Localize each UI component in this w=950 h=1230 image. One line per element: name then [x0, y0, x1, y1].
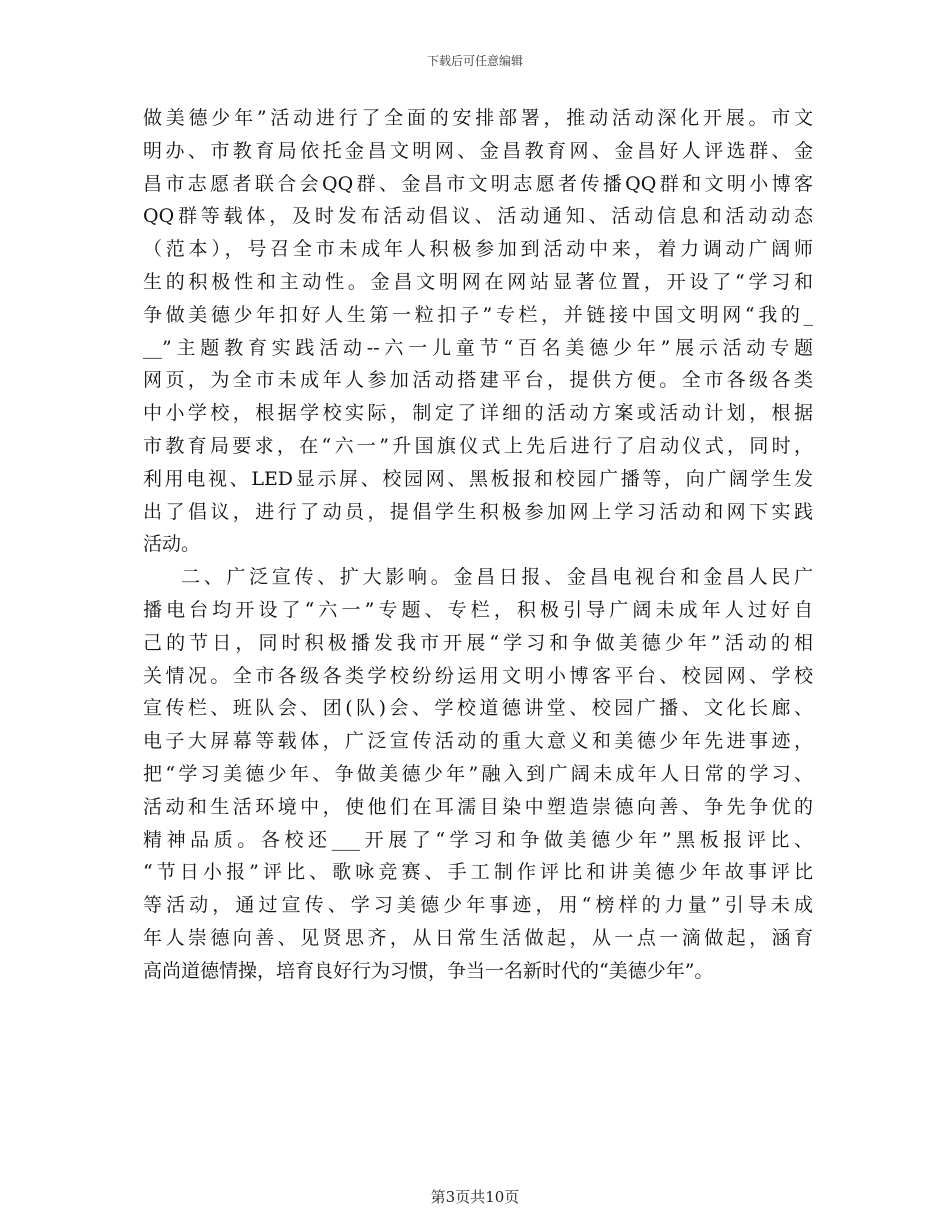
page-number-footer: 第3页共10页: [430, 1188, 520, 1206]
text-line: 精神品质。各校还___开展了“学习和争做美德少年”黑板报评比、: [143, 828, 813, 851]
text-line: QQ群等载体，及时发布活动倡议、活动通知、活动信息和活动动态: [143, 205, 813, 228]
text-line: 宣传栏、班队会、团(队)会、学校道德讲堂、校园广播、文化长廊、: [143, 697, 813, 720]
text-line: 关情况。全市各级各类学校纷纷运用文明小博客平台、校园网、学校: [143, 664, 813, 687]
text-line: 争做美德少年扣好人生第一粒扣子”专栏，并链接中国文明网“我的_: [143, 303, 813, 326]
page-header: 下载后可任意编辑: [426, 54, 523, 68]
text-line: 做美德少年”活动进行了全面的安排部署，推动活动深化开展。市文: [143, 107, 813, 129]
paragraph-p2: [143, 561, 813, 987]
text-line: 生的积极性和主动性。金昌文明网在网站显著位置，开设了“学习和: [143, 270, 813, 293]
text-line: （范本），号召全市未成年人积极参加到活动中来，着力调动广阔师: [143, 238, 813, 261]
text-line: 昌市志愿者联合会QQ群、金昌市文明志愿者传播QQ群和文明小博客: [143, 172, 813, 195]
text-line: 出了倡议，进行了动员，提倡学生积极参加网上学习活动和网下实践: [143, 500, 813, 523]
text-line: 播电台均开设了“六一”专题、专栏，积极引导广阔未成年人过好自: [143, 598, 813, 621]
text-line: 利用电视、LED显示屏、校园网、黑板报和校园广播等，向广阔学生发: [143, 467, 813, 490]
text-line: __”主题教育实践活动--六一儿童节“百名美德少年”展示活动专题: [143, 336, 813, 359]
text-line: 市教育局要求，在“六一”升国旗仪式上先后进行了启动仪式，同时，: [143, 434, 813, 457]
text-line: 明办、市教育局依托金昌文明网、金昌教育网、金昌好人评选群、金: [143, 139, 813, 162]
text-line: 活动和生活环境中，使他们在耳濡目染中塑造崇德向善、争先争优的: [143, 795, 813, 818]
text-line: 活动。: [143, 533, 201, 556]
text-line: 年人崇德向善、见贤思齐，从日常生活做起，从一点一滴做起，涵育: [143, 926, 813, 949]
text-line: 己的节日，同时积极播发我市开展“学习和争做美德少年”活动的相: [143, 631, 813, 654]
text-line: “节日小报”评比、歌咏竞赛、手工制作评比和讲美德少年故事评比: [143, 861, 813, 884]
text-line: 等活动，通过宣传、学习美德少年事迹，用“榜样的力量”引导未成: [143, 894, 813, 917]
text-line: 把“学习美德少年、争做美德少年”融入到广阔未成年人日常的学习、: [143, 762, 813, 785]
text-line: 网页，为全市未成年人参加活动搭建平台，提供方便。全市各级各类: [143, 369, 813, 392]
text-line: 中小学校，根据学校实际，制定了详细的活动方案或活动计划，根据: [143, 402, 813, 425]
text-line: 电子大屏幕等载体，广泛宣传活动的重大意义和美德少年先进事迹，: [143, 730, 813, 753]
text-line: 二、广泛宣传、扩大影响。金昌日报、金昌电视台和金昌人民广: [181, 566, 813, 589]
text-line: 高尚道德情操，培育良好行为习惯，争当一名新时代的“美德少年”。: [143, 959, 714, 982]
paragraph-p1: [143, 102, 813, 561]
document-body: [143, 102, 813, 988]
